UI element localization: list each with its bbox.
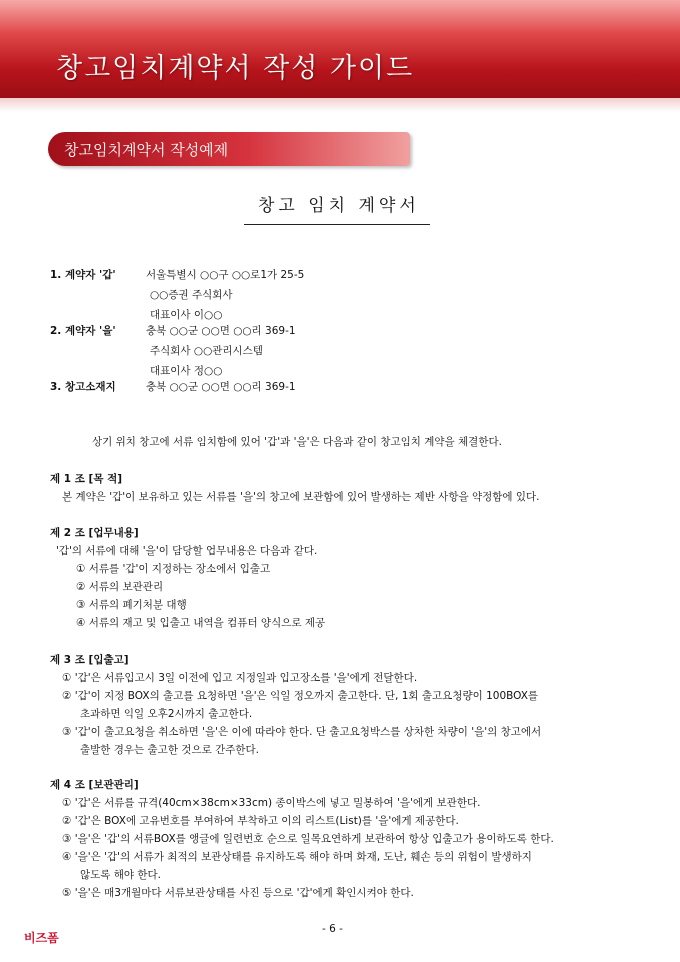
article-line: ③ '갑'이 출고요청을 취소하면 '을'은 이에 따라야 한다. 단 출고요청박스를 상차한 차량이 '을'의 창고에서 xyxy=(62,726,542,738)
article-heading: 제 2 조 [업무내용] xyxy=(50,527,139,539)
article-line: ② '갑'이 지정 BOX의 출고를 요청하면 '을'은 익일 정오까지 출고한다. 단, 1회 출고요청량이 100BOX를 xyxy=(62,690,539,702)
page-number: - 6 - xyxy=(322,923,343,935)
article-line: ① '갑'은 서류를 규격(40cm×38cm×33cm) 종이박스에 넣고 밀봉하여 '을'에게 보관한다. xyxy=(62,797,481,809)
article-line: 본 계약은 '갑'이 보유하고 있는 서류를 '을'의 창고에 보관함에 있어 발생하는 제반 사항을 약정함에 있다. xyxy=(62,491,540,503)
page-title: 창고임치계약서 작성 가이드 xyxy=(56,53,415,84)
party-line: 충북 ○○군 ○○면 ○○리 369-1 xyxy=(146,325,296,337)
party-line: 주식회사 ○○관리시스템 xyxy=(150,345,263,357)
party-line: 대표이사 이○○ xyxy=(150,309,223,321)
section-tab xyxy=(48,132,410,166)
party-line: 대표이사 정○○ xyxy=(150,365,223,377)
logo-text: 비즈폼 xyxy=(24,931,59,945)
article-line: ③ '을'은 '갑'의 서류BOX를 앵글에 일련번호 순으로 일목요연하게 보관하여 항상 입출고가 용이하도록 한다. xyxy=(62,833,554,845)
article-line: 출발한 경우는 출고한 것으로 간주한다. xyxy=(80,744,259,756)
article-line: ⑤ '을'은 매3개월마다 서류보관상태를 사진 등으로 '갑'에게 확인시켜야 한다. xyxy=(62,887,414,899)
article-line: ② '갑'은 BOX에 고유번호를 부여하여 부착하고 이의 리스트(List)를 '을'에게 제공한다. xyxy=(62,815,459,827)
article-line: 않도록 해야 한다. xyxy=(80,869,162,881)
party-label: 3. 창고소재지 xyxy=(50,381,116,393)
article-line: '갑'의 서류에 대해 '을'이 담당할 업무내용은 다음과 같다. xyxy=(56,545,318,557)
article-heading: 제 4 조 [보관관리] xyxy=(50,779,139,791)
section-label: 창고임치계약서 작성예제 xyxy=(64,141,229,159)
bizforms-logo xyxy=(24,927,84,945)
party-label: 1. 계약자 '갑' xyxy=(50,269,116,281)
article-line: ① '갑'은 서류입고시 3일 이전에 입고 지정일과 입고장소를 '을'에게 전달한다. xyxy=(62,672,418,684)
document-title: 창고 임치 계약서 xyxy=(258,196,420,216)
article-line: ① 서류를 '갑'이 지정하는 장소에서 입출고 xyxy=(76,563,271,575)
party-line: 충북 ○○군 ○○면 ○○리 369-1 xyxy=(146,381,296,393)
article-line: 초과하면 익일 오후2시까지 출고한다. xyxy=(80,708,253,720)
article-line: ④ 서류의 재고 및 입출고 내역을 컴퓨터 양식으로 제공 xyxy=(76,617,326,629)
party-label: 2. 계약자 '을' xyxy=(50,325,116,337)
party-line: ○○증권 주식회사 xyxy=(150,289,233,301)
party-line: 서울특별시 ○○구 ○○로1가 25-5 xyxy=(146,269,305,281)
intro-text: 상기 위치 창고에 서류 임치함에 있어 '갑'과 '을'은 다음과 같이 창고임치 계약을 체결한다. xyxy=(92,436,502,448)
article-line: ④ '을'은 '갑'의 서류가 최적의 보관상태를 유지하도록 해야 하며 화재, 도난, 훼손 등의 위험이 발생하지 xyxy=(62,851,532,863)
article-heading: 제 1 조 [목 적] xyxy=(50,473,123,485)
article-line: ③ 서류의 폐기처분 대행 xyxy=(76,599,187,611)
article-line: ② 서류의 보관관리 xyxy=(76,581,164,593)
title-underline xyxy=(244,224,430,225)
article-heading: 제 3 조 [입출고] xyxy=(50,654,129,666)
